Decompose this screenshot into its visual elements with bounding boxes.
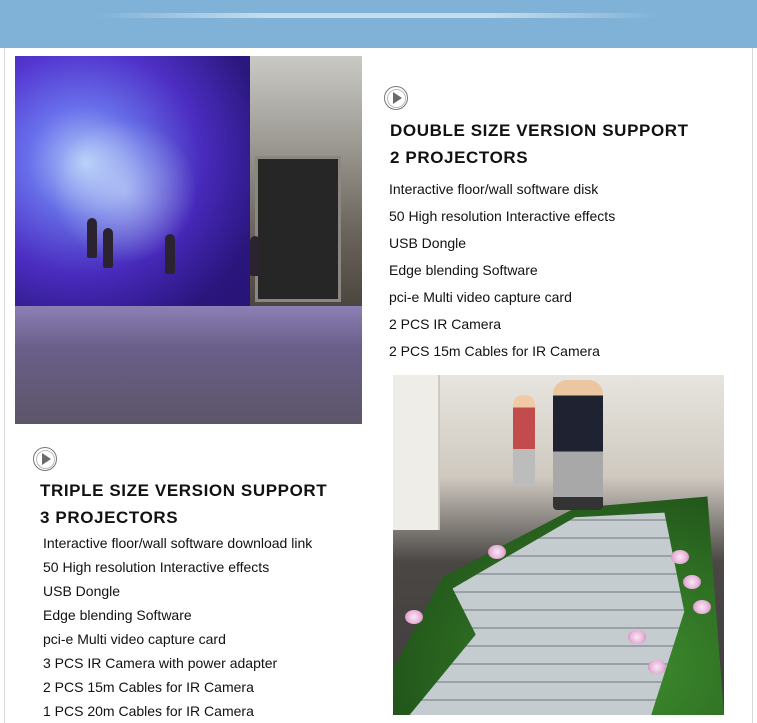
right-border xyxy=(752,48,753,723)
interactive-floor-photo xyxy=(393,375,724,715)
flower-decoration xyxy=(683,575,701,589)
header-band xyxy=(0,0,757,48)
flower-decoration xyxy=(628,630,646,644)
projected-floor xyxy=(15,306,362,424)
list-item: Interactive floor/wall software download link xyxy=(43,535,313,551)
list-item: 3 PCS IR Camera with power adapter xyxy=(43,655,278,671)
flower-decoration xyxy=(671,550,689,564)
child-figure xyxy=(165,234,175,274)
double-title-line2: 2 PROJECTORS xyxy=(390,148,529,167)
child-figure xyxy=(87,218,97,258)
list-item: 2 PCS IR Camera xyxy=(389,316,502,332)
list-item: Interactive floor/wall software disk xyxy=(389,181,599,197)
triple-title-line2: 3 PROJECTORS xyxy=(40,508,179,527)
flower-decoration xyxy=(405,610,423,624)
building-window xyxy=(255,156,341,302)
double-feature-list xyxy=(389,176,615,365)
pillar xyxy=(393,375,440,530)
list-item: USB Dongle xyxy=(43,583,121,599)
flower-decoration xyxy=(488,545,506,559)
child-figure xyxy=(553,380,603,510)
child-figure xyxy=(250,236,260,276)
flower-decoration xyxy=(693,600,711,614)
list-item: pci-e Multi video capture card xyxy=(389,289,572,305)
play-circle-icon xyxy=(384,86,408,110)
left-border xyxy=(4,48,5,723)
list-item: 50 High resolution Interactive effects xyxy=(43,559,270,575)
triple-version-title xyxy=(40,477,327,531)
list-item: Edge blending Software xyxy=(389,262,538,278)
double-title-line1: DOUBLE SIZE VERSION SUPPORT xyxy=(390,121,689,140)
list-item: 50 High resolution Interactive effects xyxy=(389,208,616,224)
triple-title-line1: TRIPLE SIZE VERSION SUPPORT xyxy=(40,481,328,500)
list-item: Edge blending Software xyxy=(43,607,192,623)
flower-decoration xyxy=(648,660,666,674)
list-item: 2 PCS 15m Cables for IR Camera xyxy=(43,679,254,695)
header-highlight xyxy=(95,13,660,18)
list-item: 1 PCS 20m Cables for IR Camera xyxy=(43,703,254,719)
child-figure xyxy=(513,395,535,485)
list-item: 2 PCS 15m Cables for IR Camera xyxy=(389,343,600,359)
double-version-title xyxy=(390,117,689,171)
child-figure xyxy=(103,228,113,268)
play-circle-icon xyxy=(33,447,57,471)
interactive-wall-photo xyxy=(15,56,362,424)
list-item: USB Dongle xyxy=(389,235,467,251)
list-item: pci-e Multi video capture card xyxy=(43,631,226,647)
triple-feature-list xyxy=(43,531,312,723)
